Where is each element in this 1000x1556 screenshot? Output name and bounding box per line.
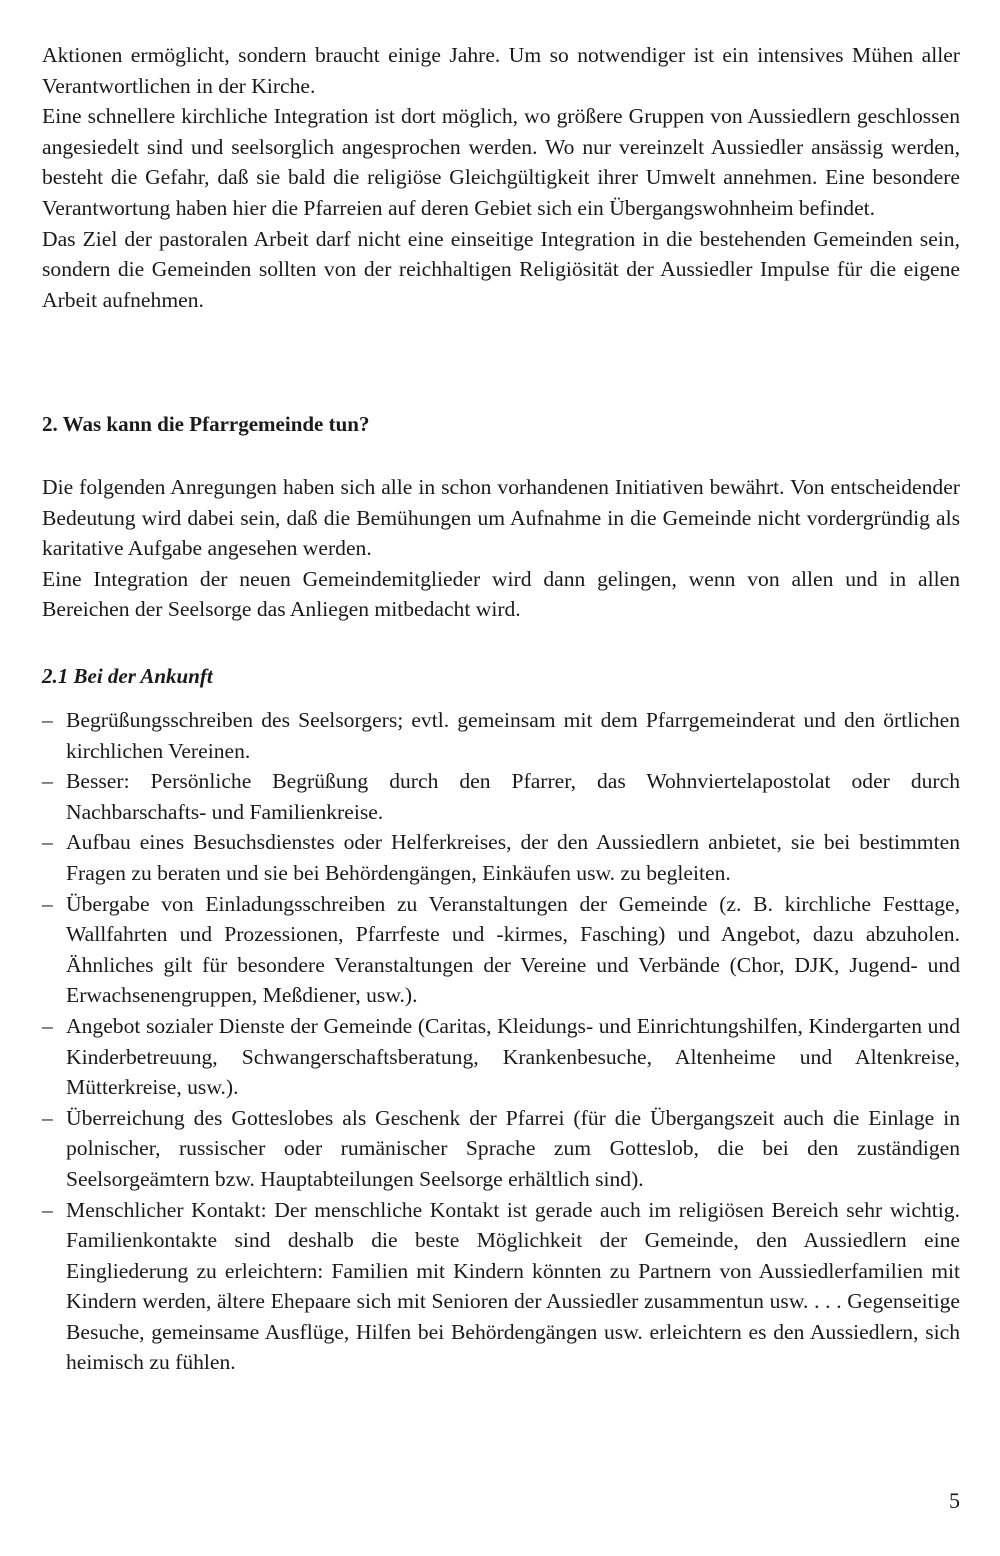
section-heading: 2. Was kann die Pfarrgemeinde tun? [42,412,370,436]
list-dash: – [42,1013,53,1038]
list-item [42,889,960,1011]
section-body [42,472,960,625]
list-item-text: Angebot sozialer Dienste der Gemeinde (Caritas, Kleidungs- und Einrichtungshilfen, Kindergarten und Kinderbetreuung, Schwangerschaftsberatung, Krankenbesuche, Altenheime und Altenkreise, Mütterkreise, usw.). [66,1013,960,1100]
list-dash: – [42,708,53,732]
list-dash: – [42,769,53,794]
list-item-text: Besser: Persönliche Begrüßung durch den Pfarrer, das Wohnviertelapostolat oder durch Nachbarschafts- und Familienkreise. [66,769,960,824]
list-item-text: Aufbau eines Besuchsdienstes oder Helferkreises, der den Aussiedlern anbietet, sie bei bestimmten Fragen zu beraten und sie bei Behördengängen, Einkäufen usw. zu begleiten. [66,830,960,885]
intro-paragraph-1: Aktionen ermöglicht, sondern braucht einige Jahre. Um so notwendiger ist ein intensives Mühen aller Verantwortlichen in der Kirche. [42,43,960,98]
list-item-text: Übergabe von Einladungsschreiben zu Veranstaltungen der Gemeinde (z. B. kirchliche Festtage, Wallfahrten und Prozessionen, Pfarrfeste und -kirmes, Fasching) und Angebot, dazu abzuholen. Ähnliches gilt für besondere Veranstaltungen der Vereine und Verbände (Chor, DJK, Jugend- und Erwachsenengruppen, Meßdiener, usw.). [66,891,960,1008]
suggestion-list [42,705,960,1378]
list-item [42,1103,960,1195]
list-dash: – [42,1105,53,1130]
list-item [42,705,960,766]
page-number: 5 [949,1488,960,1513]
list-item [42,827,960,888]
list-item [42,1011,960,1103]
section-paragraph-1: Die folgenden Anregungen haben sich alle in schon vorhandenen Initiativen bewährt. Von entscheidender Bedeutung wird dabei sein, daß die Bemühungen um Aufnahme in die Gemeinde nicht vordergründig als karitative Aufgabe angesehen werden. [42,475,960,561]
list-dash: – [42,830,53,855]
subsection-heading: 2.1 Bei der Ankunft [42,664,213,688]
list-item-text: Begrüßungsschreiben des Seelsorgers; evtl. gemeinsam mit dem Pfarrgemeinderat und den örtlichen kirchlichen Vereinen. [66,708,960,763]
intro-paragraph-3: Das Ziel der pastoralen Arbeit darf nicht eine einseitige Integration in die bestehenden Gemeinden sein, sondern die Gemeinden sollten von der reichhaltigen Religiösität der Aussiedler Impulse für die eigene Arbeit aufnehmen. [42,226,960,312]
list-item-text: Überreichung des Gotteslobes als Geschenk der Pfarrei (für die Übergangszeit auch die Einlage in polnischer, russischer oder rumänischer Sprache zum Gotteslob, die bei den zuständigen Seelsorgeämtern bzw. Hauptabteilungen Seelsorge erhältlich sind). [66,1105,960,1191]
section-paragraph-2: Eine Integration der neuen Gemeindemitglieder wird dann gelingen, wenn von allen und in allen Bereichen der Seelsorge das Anliegen mitbedacht wird. [42,566,960,622]
list-dash: – [42,1197,53,1222]
list-item [42,1195,960,1379]
list-item [42,766,960,827]
list-item-text: Menschlicher Kontakt: Der menschliche Kontakt ist gerade auch im religiösen Bereich sehr wichtig. Familienkontakte sind deshalb die beste Möglichkeit der Gemeinde, den Aussiedlern eine Eingliederung zu erleichtern: Familien mit Kindern könnten zu Partnern von Aussiedlerfamilien mit Kindern werden, ältere Ehepaare sich mit Senioren der Aussiedler zusammentun usw. . . . Gegenseitige Besuche, gemeinsame Ausflüge, Hilfen bei Behördengängen usw. erleichtern es den Aussiedlern, sich heimisch zu fühlen. [66,1197,960,1375]
list-dash: – [42,891,53,916]
intro-block [42,40,960,315]
intro-paragraph-2: Eine schnellere kirchliche Integration ist dort möglich, wo größere Gruppen von Aussiedlern geschlossen angesiedelt sind und seelsorglich angesprochen werden. Wo nur vereinzelt Aussiedler ansässig werden, besteht die Gefahr, daß sie bald die religiöse Gleichgültigkeit ihrer Umwelt annehmen. Eine besondere Verantwortung haben hier die Pfarreien auf deren Gebiet sich ein Übergangswohnheim befindet. [42,104,960,220]
